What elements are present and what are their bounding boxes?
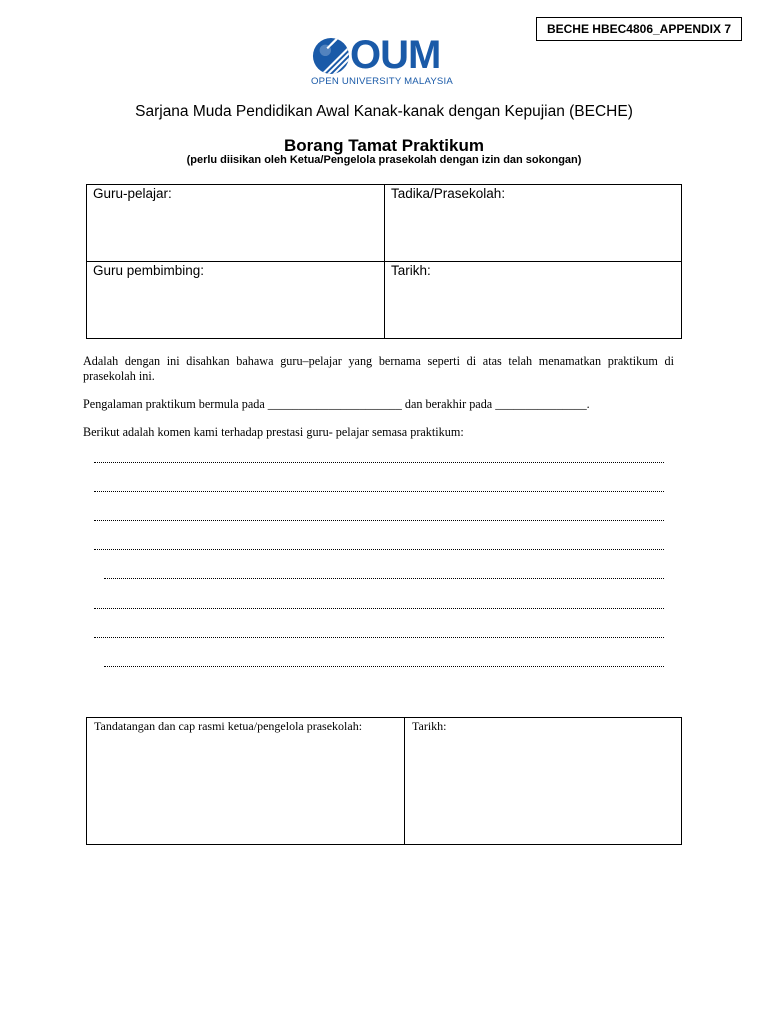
comment-line-2[interactable] xyxy=(94,490,664,492)
appendix-code: BECHE HBEC4806_APPENDIX 7 xyxy=(546,22,732,36)
comment-intro: Berikut adalah komen kami terhadap prestasi guru- pelajar semasa praktikum: xyxy=(83,425,464,439)
comment-line-7[interactable] xyxy=(94,636,664,638)
student-field[interactable] xyxy=(87,185,385,262)
oum-logo xyxy=(310,33,460,90)
period-end-text: . xyxy=(586,397,590,411)
oum-logo-text: OUM xyxy=(350,33,441,77)
mentor-label: Guru pembimbing: xyxy=(93,263,205,278)
confirmation-text: Adalah dengan ini disahkan bahawa guru–pelajar yang bernama seperti di atas telah menamatkan praktikum di prasekolah ini. xyxy=(83,354,674,383)
period-start-text: Pengalaman praktikum bermula pada xyxy=(83,397,265,411)
period-end-blank[interactable]: _______________ xyxy=(495,397,587,411)
comment-line-8[interactable] xyxy=(104,665,664,667)
practicum-period-line xyxy=(83,397,674,412)
oum-logo-tagline: OPEN UNIVERSITY MALAYSIA xyxy=(311,76,453,87)
comment-line-6[interactable] xyxy=(94,607,664,609)
signature-date-label: Tarikh: xyxy=(412,719,447,733)
mentor-field[interactable] xyxy=(87,262,385,339)
period-mid-text: dan berakhir pada xyxy=(404,397,493,411)
signature-date-field[interactable] xyxy=(405,718,682,845)
comment-line-4[interactable] xyxy=(94,548,664,550)
school-field[interactable] xyxy=(385,185,682,262)
form-subtitle: (perlu diisikan oleh Ketua/Pengelola prasekolah dengan izin dan sokongan) xyxy=(186,154,582,166)
appendix-code-box xyxy=(536,17,742,41)
period-start-blank[interactable]: ______________________ xyxy=(267,397,402,411)
program-title: Sarjana Muda Pendidikan Awal Kanak-kanak dengan Kepujian (BECHE) xyxy=(135,103,633,120)
oum-globe-icon xyxy=(312,37,350,75)
date-field[interactable] xyxy=(385,262,682,339)
signature-table xyxy=(86,717,682,845)
signature-field[interactable] xyxy=(87,718,405,845)
comment-line-5[interactable] xyxy=(104,577,664,579)
form-title: Borang Tamat Praktikum xyxy=(284,136,484,155)
comment-line-1[interactable] xyxy=(94,461,664,463)
student-info-table xyxy=(86,184,682,339)
date-label: Tarikh: xyxy=(391,263,431,278)
signature-label: Tandatangan dan cap rasmi ketua/pengelola prasekolah: xyxy=(94,719,363,733)
comment-line-3[interactable] xyxy=(94,519,664,521)
school-label: Tadika/Prasekolah: xyxy=(391,186,506,201)
student-label: Guru-pelajar: xyxy=(93,186,172,201)
